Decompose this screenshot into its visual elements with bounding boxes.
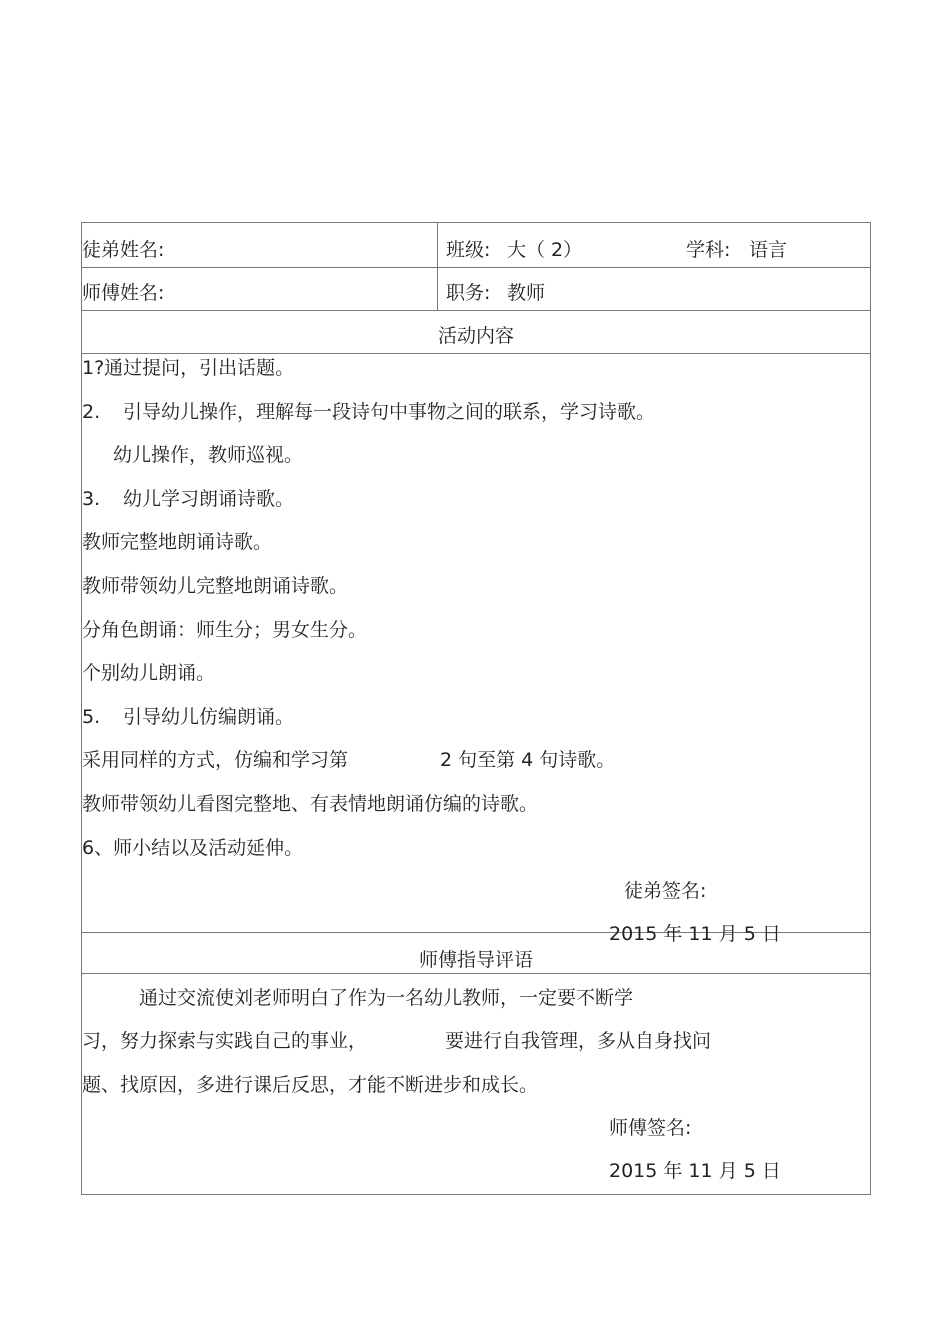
- row-divider: [82, 353, 870, 354]
- activity-line: 个别幼儿朗诵。: [82, 662, 216, 684]
- row-divider: [82, 310, 870, 311]
- activity-line: 采用同样的方式，仿编和学习第: [82, 749, 349, 771]
- guidance-line: 通过交流使刘老师明白了作为一名幼儿教师，一定要不断学: [139, 987, 634, 1009]
- activity-line: 引导幼儿仿编朗诵。: [123, 706, 295, 728]
- row-divider: [82, 267, 870, 268]
- position-value: 教师: [507, 282, 546, 304]
- activity-line: 教师完整地朗诵诗歌。: [82, 531, 273, 553]
- activity-line: 幼儿学习朗诵诗歌。: [123, 488, 295, 510]
- activity-section-title: 活动内容: [437, 325, 514, 347]
- guidance-section-title: 师傅指导评语: [418, 949, 533, 971]
- subject-label: 学科:: [686, 239, 731, 261]
- apprentice-signature-date: 2015 年 11 月 5 日: [609, 923, 781, 945]
- mentor-signature-label: 师傅签名:: [609, 1117, 692, 1139]
- mentor-signature-date: 2015 年 11 月 5 日: [609, 1160, 781, 1182]
- activity-line: 引导幼儿操作，理解每一段诗句中事物之间的联系，学习诗歌。: [123, 401, 656, 423]
- activity-line-number: 2.: [82, 401, 101, 423]
- activity-line: 1?通过提问，引出话题。: [82, 357, 295, 379]
- apprentice-name-label: 徒弟姓名:: [82, 239, 165, 261]
- position-label: 职务:: [446, 282, 491, 304]
- apprentice-signature-label: 徒弟签名:: [624, 880, 707, 902]
- activity-line: 幼儿操作，教师巡视。: [113, 444, 304, 466]
- column-divider: [437, 223, 438, 310]
- activity-line: 分角色朗诵：师生分；男女生分。: [82, 619, 368, 641]
- guidance-line: 题、找原因，多进行课后反思，才能不断进步和成长。: [82, 1074, 539, 1096]
- activity-line-number: 5.: [82, 706, 101, 728]
- activity-line: 教师带领幼儿看图完整地、有表情地朗诵仿编的诗歌。: [82, 793, 539, 815]
- class-value: 大（ 2）: [507, 239, 583, 261]
- subject-value: 语言: [749, 239, 788, 261]
- activity-line: 教师带领幼儿完整地朗诵诗歌。: [82, 575, 349, 597]
- mentor-name-label: 师傅姓名:: [82, 282, 165, 304]
- mentoring-record-table: [81, 222, 871, 1195]
- activity-line-number: 3.: [82, 488, 101, 510]
- guidance-line: 要进行自我管理，多从自身找问: [445, 1030, 712, 1052]
- class-label: 班级:: [446, 239, 491, 261]
- activity-line: 6、师小结以及活动延伸。: [82, 837, 304, 859]
- guidance-line: 习，努力探索与实践自己的事业，: [82, 1030, 368, 1052]
- activity-line: 2 句至第 4 句诗歌。: [440, 749, 616, 771]
- row-divider: [82, 973, 870, 974]
